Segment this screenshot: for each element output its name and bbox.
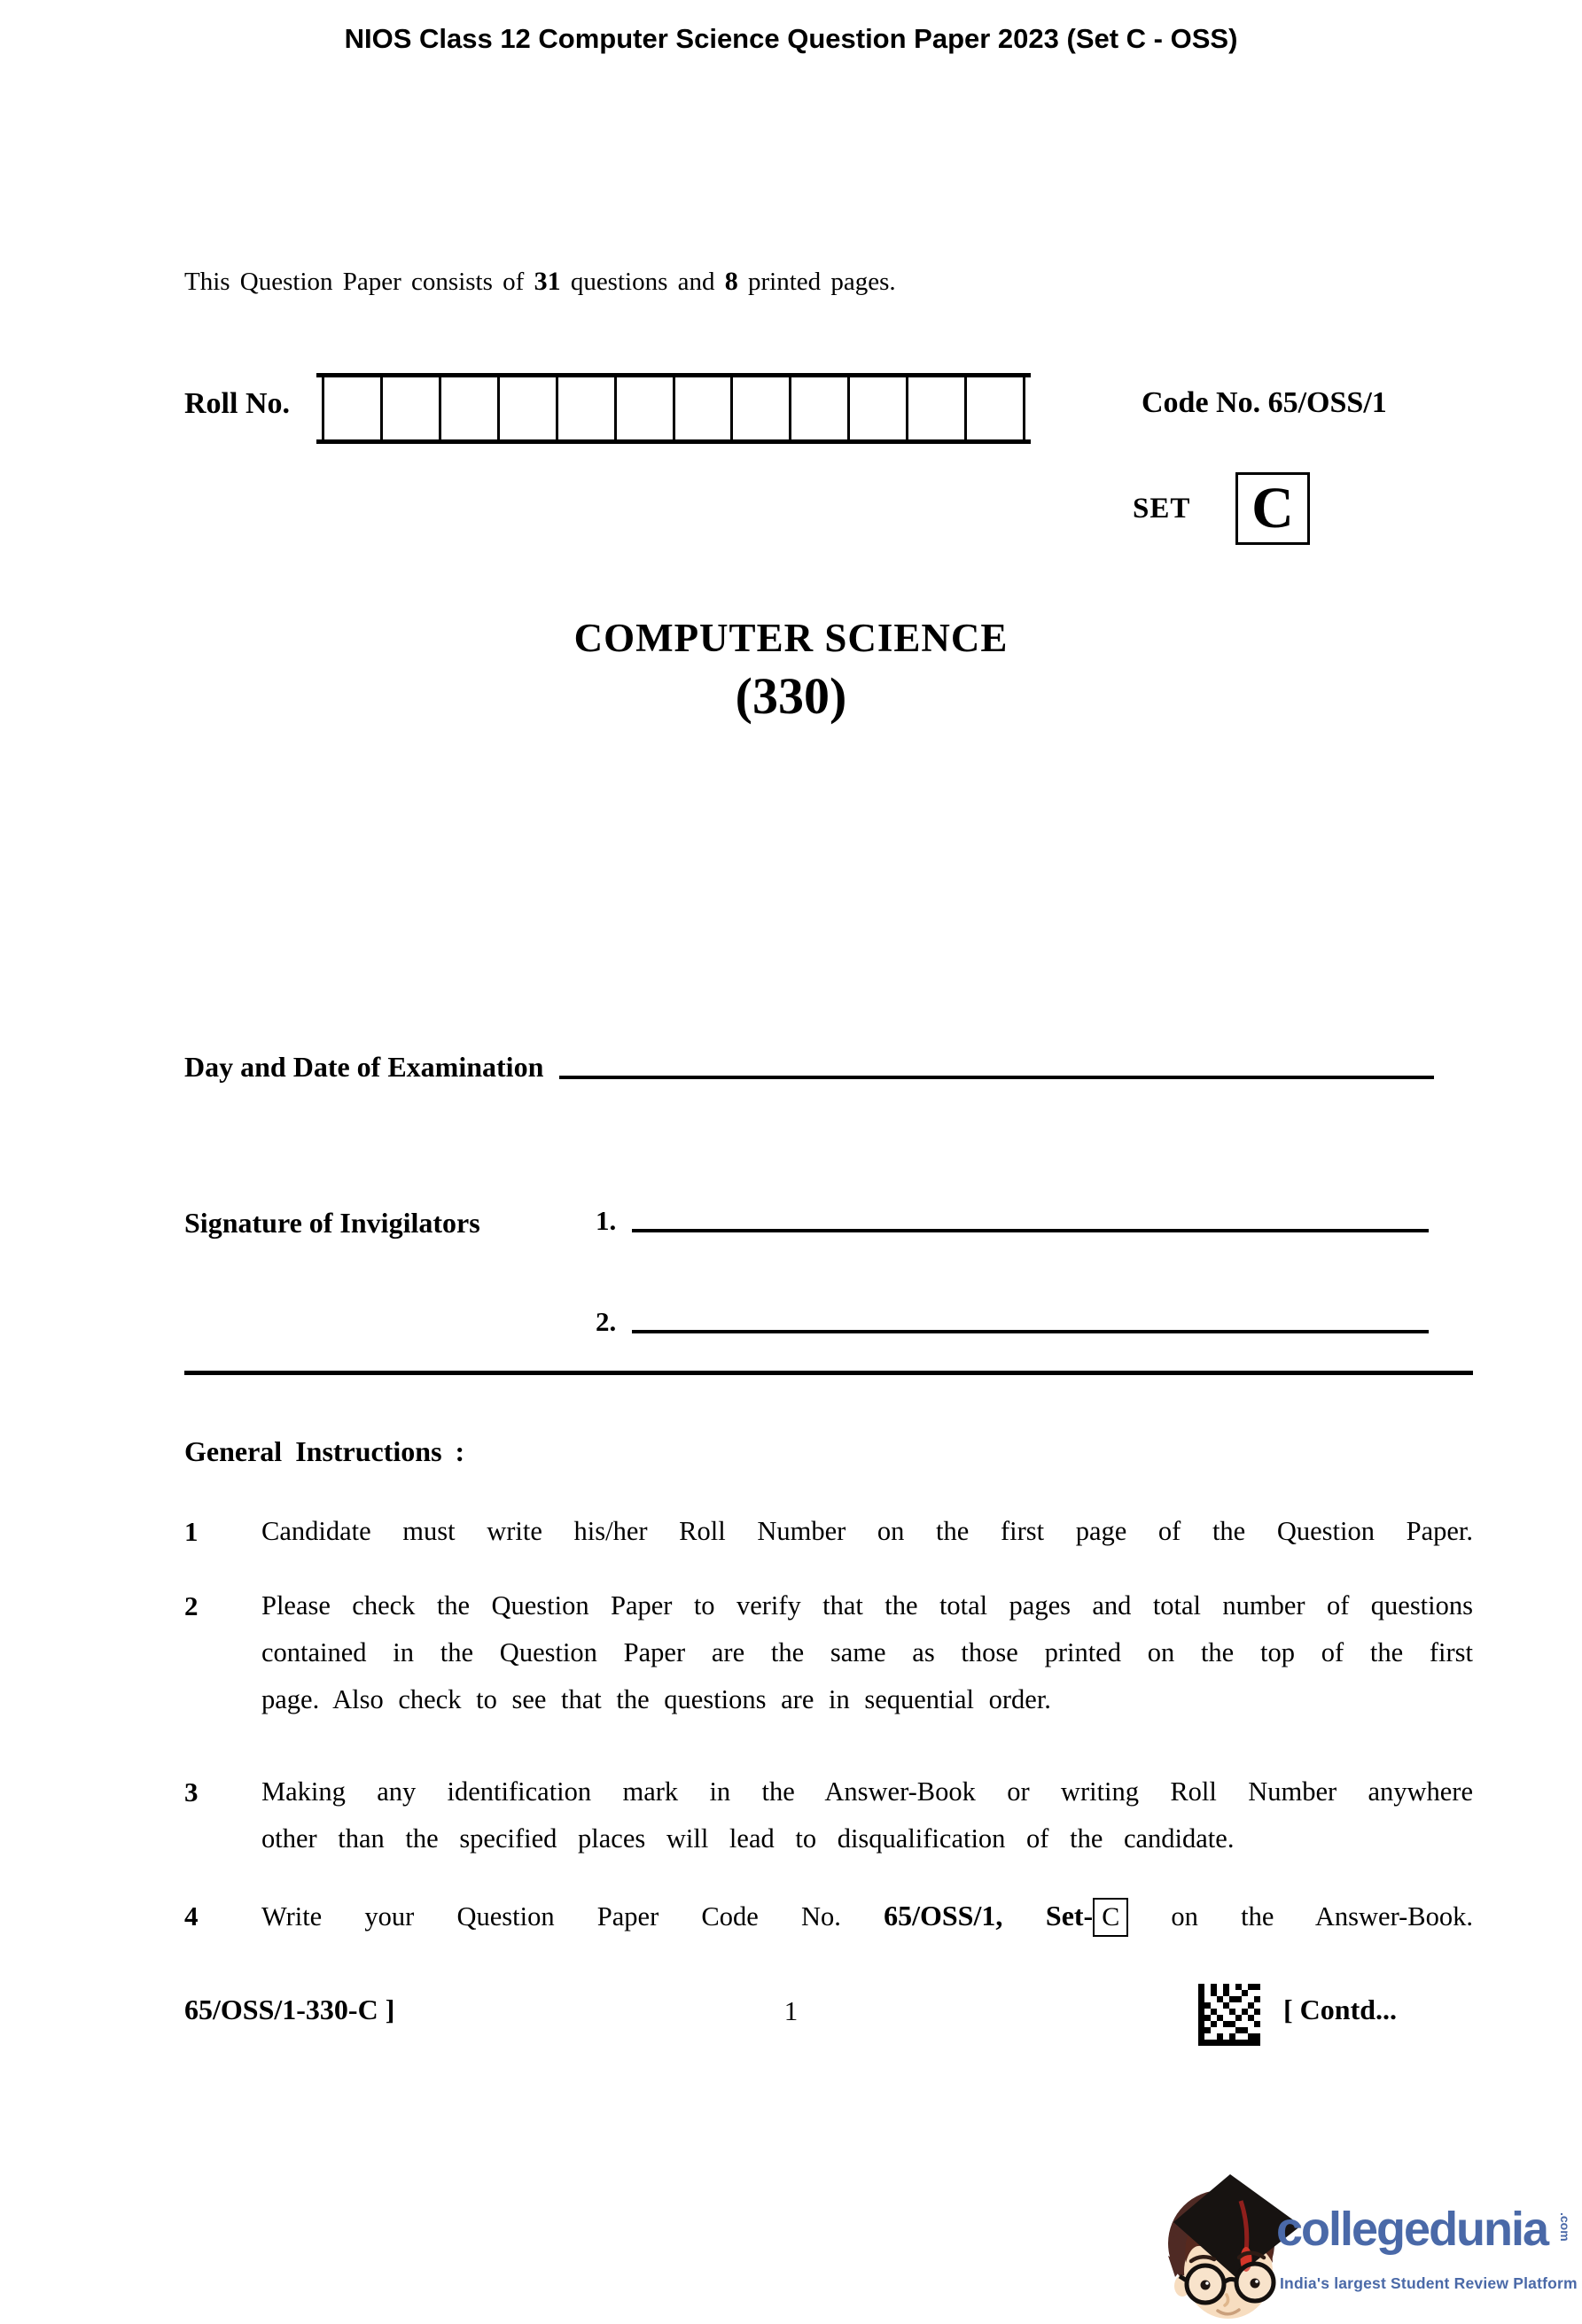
instruction-number: 3 [184, 1776, 199, 1807]
instruction-number: 4 [184, 1900, 199, 1931]
brand-tld: .com [1558, 2212, 1572, 2242]
roll-digit-cell [617, 377, 675, 439]
signature-1-blank-line [632, 1228, 1429, 1232]
collegedunia-logo[interactable] [1143, 2166, 1582, 2324]
roll-digit-cell [558, 377, 617, 439]
signature-2-number: 2. [596, 1306, 617, 1337]
instruction-item-3 [184, 1768, 1473, 1862]
instruction-line: Candidate must write his/her Roll Number on the first page of the Question Paper. [261, 1516, 1473, 1546]
roll-digit-cell [500, 377, 558, 439]
instruction-text [261, 1768, 1473, 1862]
day-date-blank-line [559, 1075, 1434, 1079]
signature-row-2 [596, 1306, 1429, 1338]
roll-digit-cell [791, 377, 850, 439]
brand-text[interactable]: collegedunia [1276, 2203, 1548, 2256]
instruction-line: page. Also check to see that the questions are in sequential order. [261, 1684, 1051, 1714]
instruction-number: 2 [184, 1590, 199, 1621]
instruction-line: Please check the Question Paper to verify that the total pages and total number of questions [261, 1590, 1473, 1621]
roll-digit-cell [850, 377, 908, 439]
instruction-text: Write your Question Paper Code No. 65/OSS/1, Set- C on the Answer-Book. [261, 1893, 1473, 1940]
paper-code-bold: 65/OSS/1, Set- [884, 1900, 1094, 1931]
roll-digit-cell [441, 377, 500, 439]
footer-paper-code: 65/OSS/1-330-C ] [184, 1994, 395, 2025]
signature-2-blank-line [632, 1329, 1429, 1333]
intro-line: This Question Paper consists of 31 questions and 8 printed pages. [184, 267, 896, 296]
section-divider [184, 1371, 1473, 1375]
signature-1-number: 1. [596, 1205, 617, 1236]
questions-count: 31 [534, 267, 561, 296]
instruction-item-4 [184, 1893, 1473, 1940]
page-number: 1 [783, 1995, 799, 2026]
instruction-item-2 [184, 1582, 1473, 1723]
set-letter-box: C [1235, 472, 1310, 545]
code-no-label: Code No. 65/OSS/1 [1142, 386, 1387, 419]
roll-digit-cell [733, 377, 791, 439]
set-c-inline-box: C [1093, 1898, 1128, 1937]
signature-label: Signature of Invigilators [184, 1207, 480, 1239]
instructions-heading: General Instructions : [184, 1435, 465, 1467]
paper-title: COMPUTER SCIENCE [573, 616, 1009, 660]
pages-count: 8 [724, 267, 738, 296]
contd-label: [ Contd... [1283, 1994, 1398, 2025]
roll-digit-cell [675, 377, 734, 439]
instruction-line: Making any identification mark in the Answer-Book or writing Roll Number anywhere [261, 1776, 1473, 1807]
roll-digit-cell [324, 377, 383, 439]
instruction-line: contained in the Question Paper are the same as those printed on the top of the first [261, 1637, 1473, 1667]
signature-row-1 [596, 1205, 1429, 1237]
instruction-item-1 [184, 1508, 1473, 1555]
roll-digit-cell [908, 377, 967, 439]
set-label: SET [1133, 493, 1191, 525]
instruction-text [261, 1582, 1473, 1723]
roll-number-grid [322, 377, 1025, 439]
watermark-title: NIOS Class 12 Computer Science Question Paper 2023 (Set C - OSS) [344, 23, 1238, 54]
instruction-text [261, 1508, 1473, 1555]
day-date-label: Day and Date of Examination [184, 1051, 544, 1083]
day-date-row [184, 1051, 1434, 1084]
roll-no-label: Roll No. [184, 387, 290, 420]
subject-code: (330) [735, 667, 847, 725]
instruction-number: 1 [184, 1516, 199, 1547]
roll-digit-cell [967, 377, 1023, 439]
instruction-line: other than the specified places will lead to disqualification of the candidate. [261, 1823, 1235, 1854]
roll-digit-cell [383, 377, 441, 439]
datamatrix-barcode [1198, 1983, 1260, 2047]
brand-tagline: India's largest Student Review Platform [1280, 2274, 1578, 2292]
